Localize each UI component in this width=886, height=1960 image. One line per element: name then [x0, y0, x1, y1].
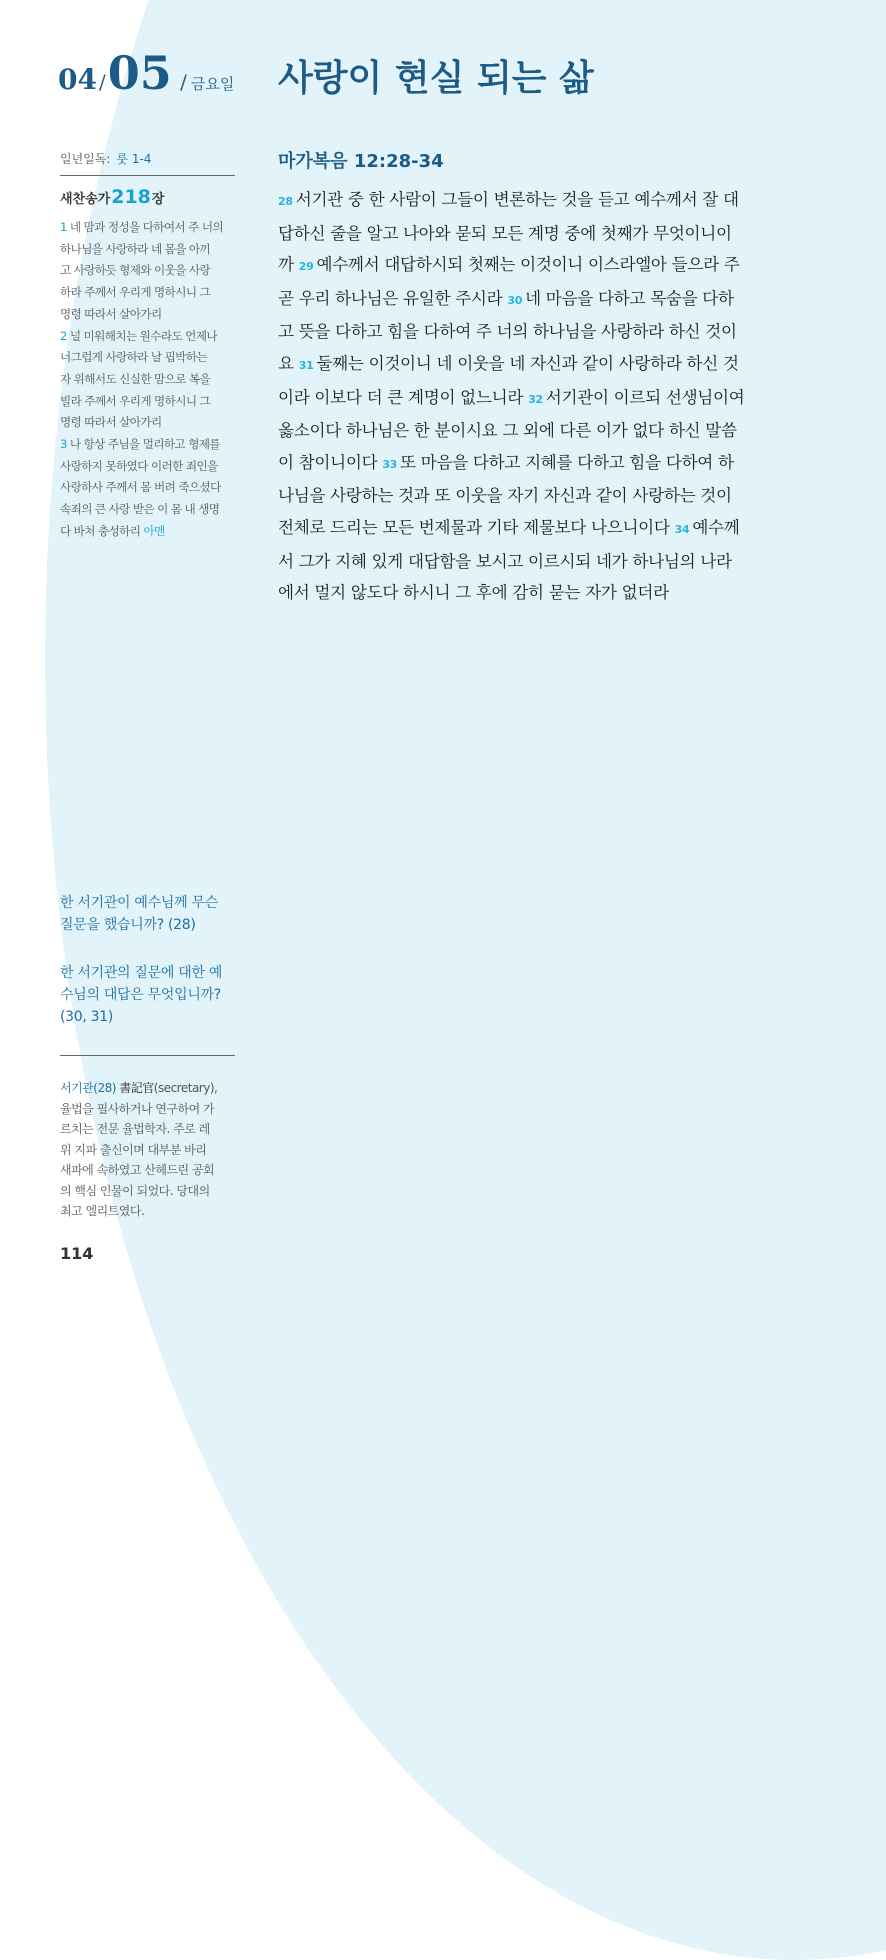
- glossary-hanja: 書記官: [119, 1081, 154, 1095]
- passage-line: [278, 184, 798, 218]
- hymn-line: [60, 456, 236, 478]
- verse-number: 29: [298, 260, 314, 274]
- passage-line: [278, 283, 798, 317]
- passage-text: 이라 이보다 더 큰 계명이 없느니라: [278, 387, 529, 407]
- passage-line: [278, 316, 798, 348]
- hymn-line-text: 하나님을 사랑하라 네 몸을 아끼: [60, 241, 211, 256]
- reading-plan-reference: 룻 1-4: [116, 152, 152, 166]
- hymn-line: [60, 369, 236, 391]
- glossary-line: 최고 엘리트였다.: [60, 1204, 145, 1218]
- hymn-line: [60, 347, 236, 369]
- hymn-amen: 아멘: [143, 523, 165, 538]
- question-line: (30, 31): [60, 1009, 114, 1025]
- reading-plan-label: 일년일독:: [60, 152, 111, 166]
- passage-text: 까: [278, 255, 299, 275]
- passage-text: 나님을 사랑하는 것과 또 이웃을 자기 자신과 같이 사랑하는 것이: [278, 486, 732, 506]
- passage-text: 또 마음을 다하고 지혜를 다하고 힘을 다하여 하: [400, 452, 734, 472]
- passage-text: 예수께: [692, 517, 740, 537]
- passage-line: [278, 348, 798, 382]
- hymn-line-text: 하라 주께서 우리게 명하시니 그: [60, 285, 211, 300]
- hymn-line-text: 너그럽게 사랑하라 날 핍박하는: [60, 350, 208, 365]
- hymn-line-text: 명령 따라서 살아가리: [60, 306, 162, 321]
- passage-text: 네 마음을 다하고 목숨을 다하: [525, 288, 734, 308]
- question-line: 한 서기관의 질문에 대한 예: [60, 965, 223, 981]
- hymn-line: [60, 434, 236, 456]
- glossary-line: 율법을 필사하거나 연구하여 가: [60, 1101, 215, 1116]
- reading-plan: [60, 150, 151, 167]
- passage-reference: 마가복음 12:28-34: [278, 151, 444, 172]
- passage-text: 둘째는 이것이니 네 이웃을 네 자신과 같이 사랑하라 하신 것: [316, 353, 739, 373]
- passage-line: [278, 382, 798, 416]
- hymn-prefix: 새찬송가: [60, 192, 111, 207]
- verse-number: 32: [528, 392, 543, 406]
- hymn-line-text: 널 미워해치는 원수라도 언제나: [69, 328, 217, 343]
- date-day: 05: [107, 46, 172, 100]
- hymn-line-text: 빌라 주께서 우리게 명하시니 그: [60, 393, 211, 408]
- hymn-verse-number: 1: [60, 220, 67, 234]
- page-number: 114: [60, 1244, 94, 1263]
- hymn-line: [60, 521, 236, 543]
- hymn-suffix: 장: [151, 192, 165, 207]
- glossary-note: [60, 1078, 238, 1222]
- passage-text: 서기관 중 한 사람이 그들이 변론하는 것을 듣고 예수께서 잘 대: [295, 190, 739, 209]
- date-slash: /: [173, 70, 187, 94]
- glossary-line: 르치는 전문 율법학자. 주로 레: [60, 1122, 210, 1136]
- hymn-line-text: 네 맘과 정성을 다하여서 주 너의: [69, 220, 224, 234]
- hymn-line: [60, 477, 236, 499]
- passage-text: 요: [278, 353, 299, 373]
- hymn-heading: [60, 186, 164, 208]
- hymn-line: [60, 391, 236, 413]
- divider: [60, 175, 235, 176]
- passage-text: 에서 멀지 않도다 하시니 그 후에 감히 묻는 자가 없더라: [278, 583, 669, 603]
- hymn-line: [60, 239, 236, 261]
- divider: [60, 1055, 235, 1056]
- verse-number: 30: [507, 293, 523, 307]
- hymn-line-text: 나 항상 주님을 멀리하고 형제를: [69, 437, 221, 452]
- hymn-line: [60, 326, 236, 348]
- scripture-passage: [278, 184, 798, 609]
- verse-number: 33: [382, 457, 398, 471]
- hymn-line-text: 자 위해서도 신실한 맘으로 복을: [60, 371, 211, 386]
- passage-text: 서 그가 지혜 있게 대답함을 보시고 이르시되 네가 하나님의 나라: [278, 551, 732, 571]
- passage-text: 이 참이니이다: [278, 452, 383, 472]
- passage-text: 곧 우리 하나님은 유일한 주시라: [278, 288, 508, 308]
- passage-line: [278, 577, 798, 609]
- glossary-line: 위 지파 출신이며 대부분 바리: [60, 1142, 207, 1157]
- page-title: 사랑이 현실 되는 삶: [278, 58, 594, 99]
- hymn-line: [60, 304, 236, 326]
- hymn-verse-number: 3: [60, 437, 67, 452]
- passage-text: 답하신 줄을 알고 나아와 묻되 모든 계명 중에 첫째가 무엇이니이: [278, 223, 732, 243]
- passage-text: 예수께서 대답하시되 첫째는 이것이니 이스라엘아 들으라 주: [316, 255, 740, 275]
- date-month: 04: [58, 63, 97, 96]
- verse-number: 34: [674, 522, 690, 536]
- hymn-line-text: 사랑하지 못하였다 이러한 죄인을: [60, 458, 218, 473]
- hymn-line-text: 고 사랑하듯 형제와 이웃을 사랑: [60, 263, 211, 278]
- hymn-lyrics: [60, 217, 236, 543]
- passage-line: [278, 447, 798, 481]
- passage-text: 옳소이다 하나님은 한 분이시요 그 외에 다른 이가 없다 하신 말씀: [278, 421, 737, 441]
- question-line: 한 서기관이 예수님께 무슨: [60, 895, 218, 911]
- passage-text: 고 뜻을 다하고 힘을 다하여 주 너의 하나님을 사랑하라 하신 것이: [278, 322, 737, 342]
- date-header: [58, 46, 234, 100]
- hymn-line: [60, 412, 236, 434]
- hymn-number: 218: [111, 186, 151, 208]
- passage-line: [278, 480, 798, 512]
- question-1: [60, 892, 240, 936]
- passage-line: [278, 249, 798, 283]
- passage-text: 서기관이 이르되 선생님이여: [545, 387, 745, 407]
- glossary-line: 새파에 속하였고 산헤드린 공회: [60, 1163, 215, 1177]
- verse-number: 28: [278, 195, 293, 208]
- hymn-line-text: 속죄의 큰 사랑 받은 이 몸 내 생명: [60, 502, 220, 517]
- date-slash: /: [98, 70, 106, 94]
- passage-line: [278, 218, 798, 250]
- glossary-heading: [60, 1078, 238, 1099]
- passage-line: [278, 512, 798, 546]
- glossary-line: 의 핵심 인물이 되었다. 당대의: [60, 1183, 210, 1198]
- hymn-line-text: 다 바쳐 충성하리: [60, 523, 141, 538]
- hymn-line: [60, 217, 236, 239]
- glossary-term: 서기관(28): [60, 1081, 116, 1095]
- hymn-verse-number: 2: [60, 328, 67, 343]
- passage-line: [278, 415, 798, 447]
- hymn-line-text: 명령 따라서 살아가리: [60, 415, 162, 430]
- verse-number: 31: [298, 358, 314, 372]
- hymn-line: [60, 499, 236, 521]
- hymn-line-text: 사랑하사 주께서 몸 버려 죽으셨다: [60, 480, 221, 495]
- question-line: 질문을 했습니까? (28): [60, 917, 196, 933]
- hymn-line: [60, 260, 236, 282]
- date-weekday: 금요일: [190, 75, 235, 93]
- question-2: [60, 962, 240, 1028]
- glossary-english: (secretary),: [153, 1081, 218, 1095]
- passage-line: [278, 546, 798, 578]
- hymn-line: [60, 282, 236, 304]
- passage-text: 전체로 드리는 모든 번제물과 기타 제물보다 나으니이다: [278, 517, 675, 537]
- question-line: 수님의 대답은 무엇입니까?: [60, 987, 221, 1003]
